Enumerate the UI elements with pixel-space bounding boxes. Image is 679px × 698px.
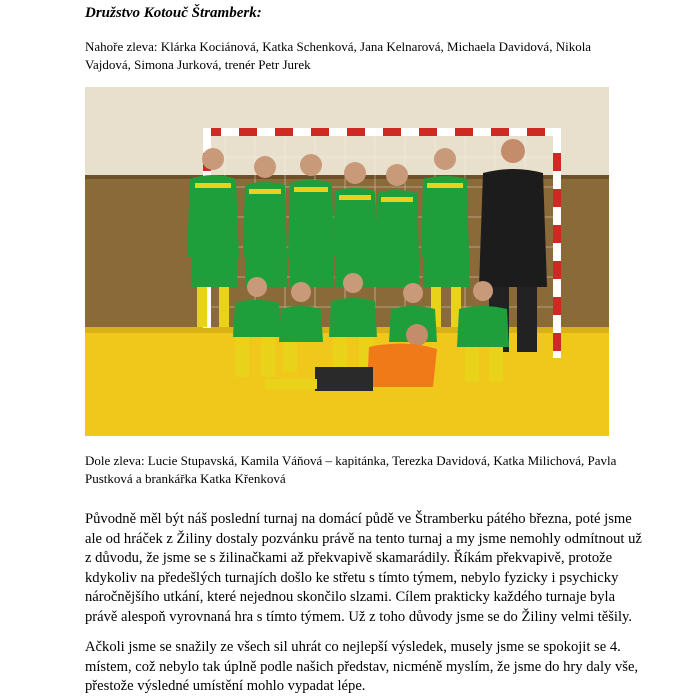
team-heading: Družstvo Kotouč Štramberk: [85, 5, 262, 21]
paragraph-1: Původně měl být náš poslední turnaj na domácí půdě ve Štramberku pátého března, poté jsme ale od hráček z Žiliny dostaly pozvánku právě na tento turnaj a my jsme nemohly odmítnout už z důvodu, že jsme se s žilinačkami až překvapivě skamarádily. Říkám překvapivě, protože kdykoliv na předešlých turnajích došlo ke střetu s tímto týmem, nebylo fyzicky i psychicky náročnějšího utkání, které nejednou skončilo slzami. Cílem prakticky každého turnaje byla právě alespoň vyrovnaná hra s tímto týmem. Už z toho důvody jsme se do Žiliny velmi těšily. [85, 511, 642, 625]
paragraph-2: Ačkoli jsme se snažily ze všech sil uhrát co nejlepší výsledek, musely jsme se spokojit se 4. místem, což nebylo tak úplně podle našich představ, nicméně myslím, že jsme do hry daly vše, přestože výsledné umístění mohlo vypadat lépe. [85, 639, 639, 694]
team-photo [85, 87, 609, 436]
caption-bottom-row: Dole zleva: Lucie Stupavská, Kamila Váňová – kapitánka, Terezka Davidová, Katka Milichová, Pavla Pustková a brankářka Katka Křenková [85, 453, 617, 486]
caption-top-row: Nahoře zleva: Klárka Kociánová, Katka Schenková, Jana Kelnarová, Michaela Davidová, Nikola Vajdová, Simona Jurková, trenér Petr Jurek [85, 39, 592, 72]
